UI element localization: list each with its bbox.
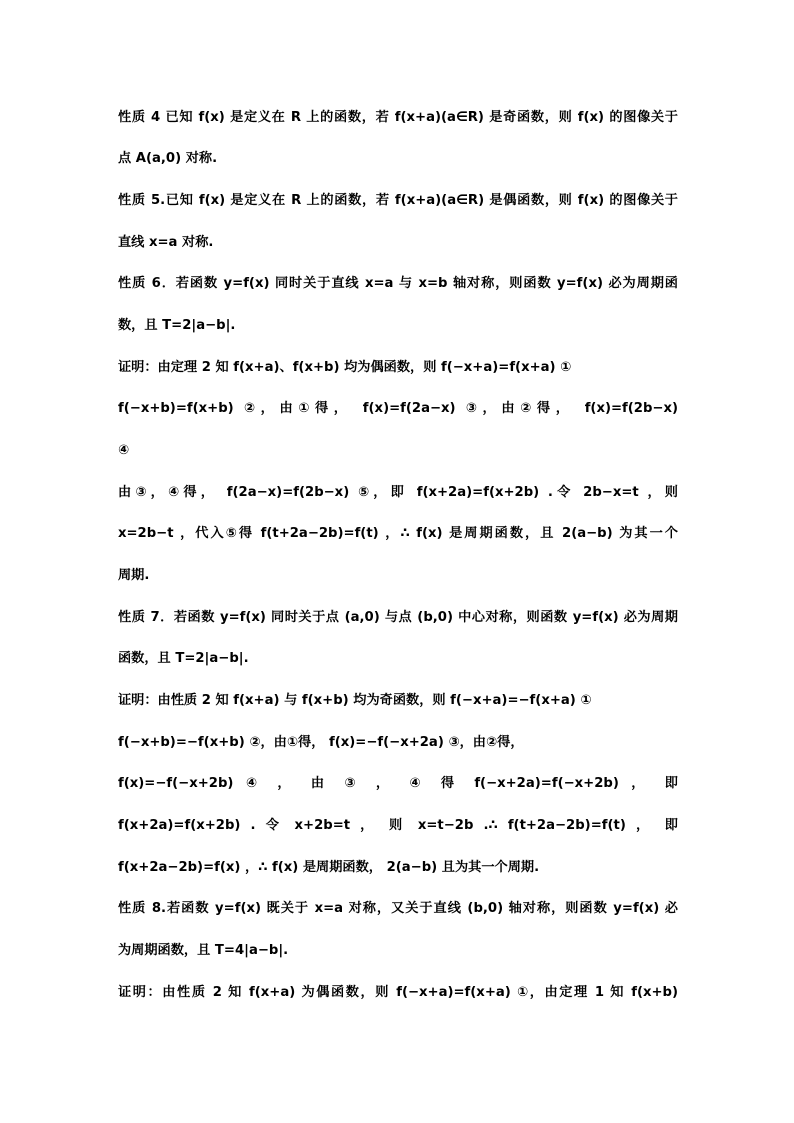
property-7-statement-line: 性质 7．若函数 y=f(x) 同时关于点 (a,0) 与点 (b,0) 中心对称，则函数 y=f(x) 必为周期 [118,610,678,625]
proof-6-line-2: f(−x+b)=f(x+b) ②，由①得， f(x)=f(2a−x) ③，由②得， f(x)=f(2b−x) [118,401,678,416]
proof-6-line-1: 证明：由定理 2 知 f(x+a)、f(x+b) 均为偶函数，则 f(−x+a)=f(x+a) ① [118,360,572,375]
proof-6-line-4: 由③，④得， f(2a−x)=f(2b−x) ⑤，即 f(x+2a)=f(x+2b) .令 2b−x=t ，则 [118,485,678,500]
property-6-period-line: 数，且 T=2|a−b|. [118,318,236,333]
proof-6-line-6: 周期. [118,568,150,583]
proof-7-line-3: f(x)=−f(−x+2b) ④ ， 由 ③ ， ④ 得 f(−x+2a)=f(−x+2b) ， 即 [118,776,678,791]
property-4-conclusion-line: 点 A(a,0) 对称. [118,151,218,166]
proof-6-line-3: ④ [118,443,130,458]
property-8-statement-line: 性质 8.若函数 y=f(x) 既关于 x=a 对称，又关于直线 (b,0) 轴对称，则函数 y=f(x) 必 [118,901,678,916]
proof-7-line-4: f(x+2a)=f(x+2b) . 令 x+2b=t ， 则 x=t−2b .∴ f(t+2a−2b)=f(t) ， 即 [118,818,678,833]
property-6-statement-line: 性质 6．若函数 y=f(x) 同时关于直线 x=a 与 x=b 轴对称，则函数 y=f(x) 必为周期函 [118,276,678,291]
proof-7-line-2: f(−x+b)=−f(x+b) ②，由①得， f(x)=−f(−x+2a) ③，由②得， [118,735,524,750]
proof-6-line-5: x=2b−t ，代入⑤得 f(t+2a−2b)=f(t) ，∴ f(x) 是周期函数，且 2(a−b) 为其一个 [118,526,678,541]
proof-7-line-5: f(x+2a−2b)=f(x) ，∴ f(x) 是周期函数， 2(a−b) 且为其一个周期. [118,860,540,875]
property-7-period-line: 函数，且 T=2|a−b|. [118,651,249,666]
property-5-conclusion-line: 直线 x=a 对称. [118,235,214,250]
property-8-period-line: 为周期函数，且 T=4|a−b|. [118,943,289,958]
proof-7-line-1: 证明：由性质 2 知 f(x+a) 与 f(x+b) 均为奇函数，则 f(−x+a)=−f(x+a) ① [118,693,592,708]
proof-8-line-1: 证明：由性质 2 知 f(x+a) 为偶函数，则 f(−x+a)=f(x+a) ①，由定理 1 知 f(x+b) [118,985,678,1000]
property-5-statement-line: 性质 5.已知 f(x) 是定义在 R 上的函数，若 f(x+a)(a∈R) 是偶函数，则 f(x) 的图像关于 [118,193,678,208]
property-4-statement-line: 性质 4 已知 f(x) 是定义在 R 上的函数，若 f(x+a)(a∈R) 是奇函数，则 f(x) 的图像关于 [118,110,678,125]
